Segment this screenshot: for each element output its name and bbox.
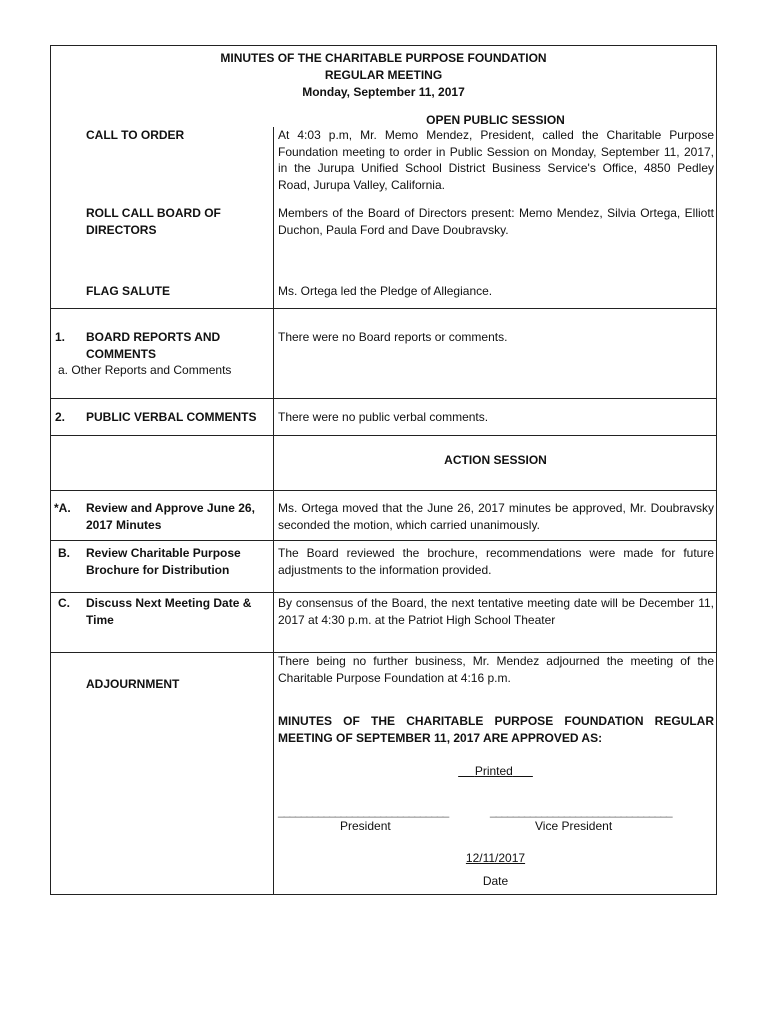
item-a-label-line1: Review and Approve June 26, xyxy=(86,501,255,515)
date-label: Date xyxy=(482,874,509,888)
president-label: President xyxy=(340,819,391,833)
item-a-text: Ms. Ortega moved that the June 26, 2017 minutes be approved, Mr. Doubravsky seconded the motion, which carried unanimously. xyxy=(278,501,714,532)
roll-call-label-line2: DIRECTORS xyxy=(86,222,157,237)
public-comments-label: PUBLIC VERBAL COMMENTS xyxy=(86,410,257,424)
approval-method-value: Printed xyxy=(474,764,513,778)
board-reports-sublabel: a. Other Reports and Comments xyxy=(58,363,232,377)
adjournment-label: ADJOURNMENT xyxy=(86,677,180,691)
flag-salute-label: FLAG SALUTE xyxy=(86,284,170,298)
row-divider xyxy=(50,490,717,491)
board-reports-label-line1: BOARD REPORTS AND xyxy=(86,330,221,344)
row-divider xyxy=(50,540,717,541)
document-header xyxy=(50,50,717,101)
item-a-label-line2: 2017 Minutes xyxy=(86,517,162,532)
row-divider xyxy=(50,398,717,399)
item-b-label-line2: Brochure for Distribution xyxy=(86,562,230,577)
header-title: MINUTES OF THE CHARITABLE PURPOSE FOUNDATION xyxy=(220,51,547,65)
vice-president-signature-line: ________________________________ xyxy=(490,804,672,818)
board-reports-text: There were no Board reports or comments. xyxy=(278,330,508,344)
item-c-label xyxy=(86,595,251,628)
roll-call-label-line1: ROLL CALL BOARD OF xyxy=(86,206,221,220)
public-comments-text: There were no public verbal comments. xyxy=(278,410,489,424)
column-divider xyxy=(273,127,274,895)
flag-salute-text: Ms. Ortega led the Pledge of Allegiance. xyxy=(278,284,493,298)
approval-method xyxy=(274,763,717,780)
vice-president-label: Vice President xyxy=(535,819,613,833)
item-b-number: B. xyxy=(58,546,70,560)
approval-statement: MINUTES OF THE CHARITABLE PURPOSE FOUNDATION REGULAR MEETING OF SEPTEMBER 11, 2017 ARE APPROVED AS: xyxy=(278,714,714,745)
row-divider xyxy=(50,308,717,309)
approval-date-value: 12/11/2017 xyxy=(465,851,526,865)
public-comments-number: 2. xyxy=(55,410,66,424)
item-a-number: *A. xyxy=(54,501,71,515)
board-reports-label-line2: COMMENTS xyxy=(86,346,156,361)
adjournment-text: There being no further business, Mr. Mendez adjourned the meeting of the Charitable Purpose Foundation at 4:16 p.m. xyxy=(278,654,714,685)
roll-call-label xyxy=(86,205,221,238)
item-a-label xyxy=(86,500,255,533)
open-session-title: OPEN PUBLIC SESSION xyxy=(426,113,565,127)
action-session-title: ACTION SESSION xyxy=(444,453,547,467)
roll-call-text: Members of the Board of Directors present: Memo Mendez, Silvia Ortega, Elliott Duchon, Paula Ford and Dave Doubravsky. xyxy=(278,206,714,237)
board-reports-label xyxy=(86,329,220,362)
item-c-number: C. xyxy=(58,596,70,610)
item-c-label-line1: Discuss Next Meeting Date & xyxy=(86,596,252,610)
item-c-text: By consensus of the Board, the next tentative meeting date will be December 11, 2017 at 4:30 p.m. at the Patriot High School Theater xyxy=(278,596,714,627)
header-meeting-type: REGULAR MEETING xyxy=(324,68,443,82)
row-divider xyxy=(50,435,717,436)
row-divider xyxy=(50,592,717,593)
call-to-order-label: CALL TO ORDER xyxy=(86,128,185,142)
item-c-label-line2: Time xyxy=(86,612,114,627)
president-signature-line: ______________________________ xyxy=(278,804,449,818)
board-reports-number: 1. xyxy=(55,330,66,344)
header-date: Monday, September 11, 2017 xyxy=(302,85,465,99)
item-b-label xyxy=(86,545,241,578)
call-to-order-text: At 4:03 p.m, Mr. Memo Mendez, President, called the Charitable Purpose Foundation meeting to order in Public Session on Monday, September 11, 2017, in the Jurupa Unified School District Business Service's Office, 4850 Pedley Road, Jurupa Valley, California. xyxy=(278,128,714,192)
item-b-label-line1: Review Charitable Purpose xyxy=(86,546,241,560)
approval-date xyxy=(274,850,717,867)
item-b-text: The Board reviewed the brochure, recommendations were made for future adjustments to the information provided. xyxy=(278,546,714,577)
